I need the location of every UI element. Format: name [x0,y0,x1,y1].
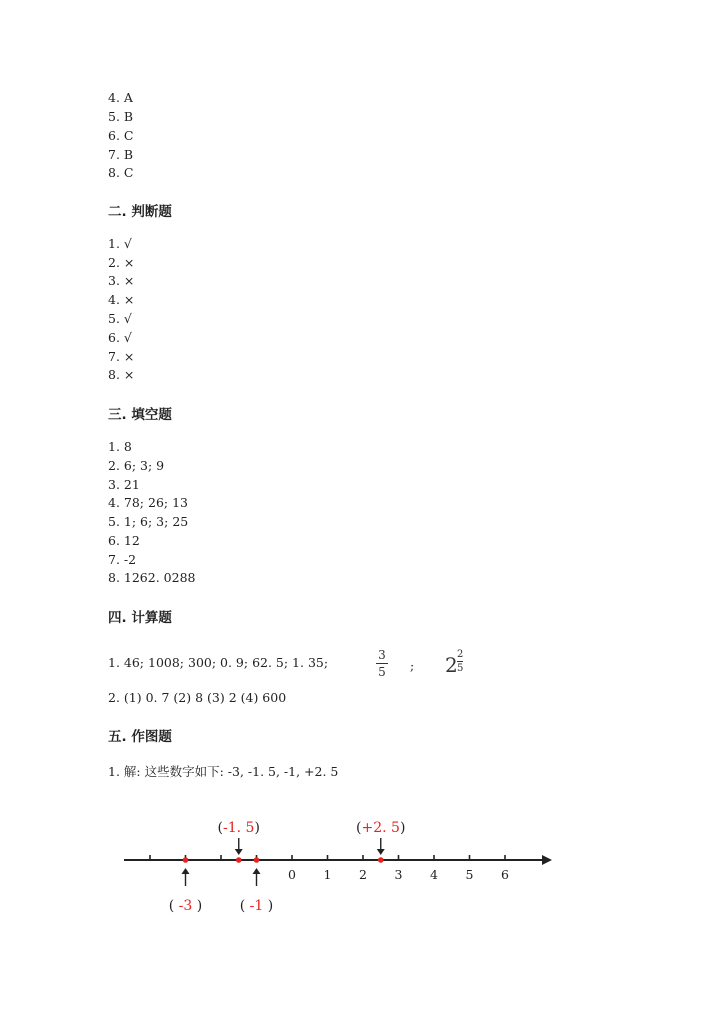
judge-answer: 7. × [108,349,135,364]
tick-label: 4 [430,867,438,882]
fraction-denominator: 5 [378,665,386,679]
judge-answer: 3. × [108,273,135,288]
fill-answer: 4. 78; 26; 13 [108,495,188,510]
mixed-number [445,649,464,677]
tick-label: 3 [394,867,403,882]
fill-answer: 2. 6; 3; 9 [108,458,165,473]
section-title: 二. 判断题 [108,204,172,220]
tick-label: 6 [501,867,509,882]
calc-answer-line2: 2. (1) 0. 7 (2) 8 (3) 2 (4) 600 [108,690,287,705]
fraction [376,648,388,679]
tick-label: 5 [465,867,474,882]
point-marker [236,857,242,863]
fill-answer: 1. 8 [108,439,132,454]
fill-answer: 3. 21 [108,477,140,492]
tick-label: 0 [288,867,296,882]
point-label: ( -1 ) [239,898,274,914]
tick-label: 2 [359,867,367,882]
judge-answer: 6. √ [108,330,132,345]
point-marker [183,857,189,863]
judge-answer: 2. × [108,255,135,270]
point-marker [378,857,384,863]
axis-arrow-icon [542,855,552,865]
calc-answer-line1: 1. 46; 1008; 300; 0. 9; 62. 5; 1. 35; [108,655,329,670]
fill-answer: 6. 12 [108,533,140,548]
choice-answer: 7. B [108,147,134,162]
pointer-arrow-icon [377,849,385,855]
choice-answer: 6. C [108,128,134,143]
mixed-denominator: 5 [457,663,464,674]
separator: ; [410,658,415,673]
choice-answer: 5. B [108,109,134,124]
choice-answer: 8. C [108,165,134,180]
fill-answer: 8. 1262. 0288 [108,570,196,585]
pointer-arrow-icon [182,868,190,874]
fraction-numerator: 3 [378,648,386,662]
point-label: (-1. 5) [217,820,260,836]
fill-answer: 5. 1; 6; 3; 25 [108,514,189,529]
judge-answer: 5. √ [108,311,132,326]
point-label: (+2. 5) [356,820,406,836]
judge-answer: 1. √ [108,236,132,251]
point-marker [254,857,260,863]
section-title: 三. 填空题 [108,407,172,423]
section-title: 五. 作图题 [108,729,172,745]
mixed-whole: 2 [445,653,458,677]
tick-label: 1 [323,867,332,882]
judge-answer: 8. × [108,367,135,382]
drawing-answer-line1: 1. 解: 这些数字如下: -3, -1. 5, -1, +2. 5 [108,764,339,779]
fill-answer: 7. -2 [108,552,137,567]
section-title: 四. 计算题 [108,610,172,626]
mixed-fraction [457,649,463,674]
judge-answer: 4. × [108,292,135,307]
point-label: ( -3 ) [168,898,203,914]
mixed-numerator: 2 [457,649,464,660]
pointer-arrow-icon [235,849,243,855]
choice-answer: 4. A [108,90,133,105]
pointer-arrow-icon [253,868,261,874]
